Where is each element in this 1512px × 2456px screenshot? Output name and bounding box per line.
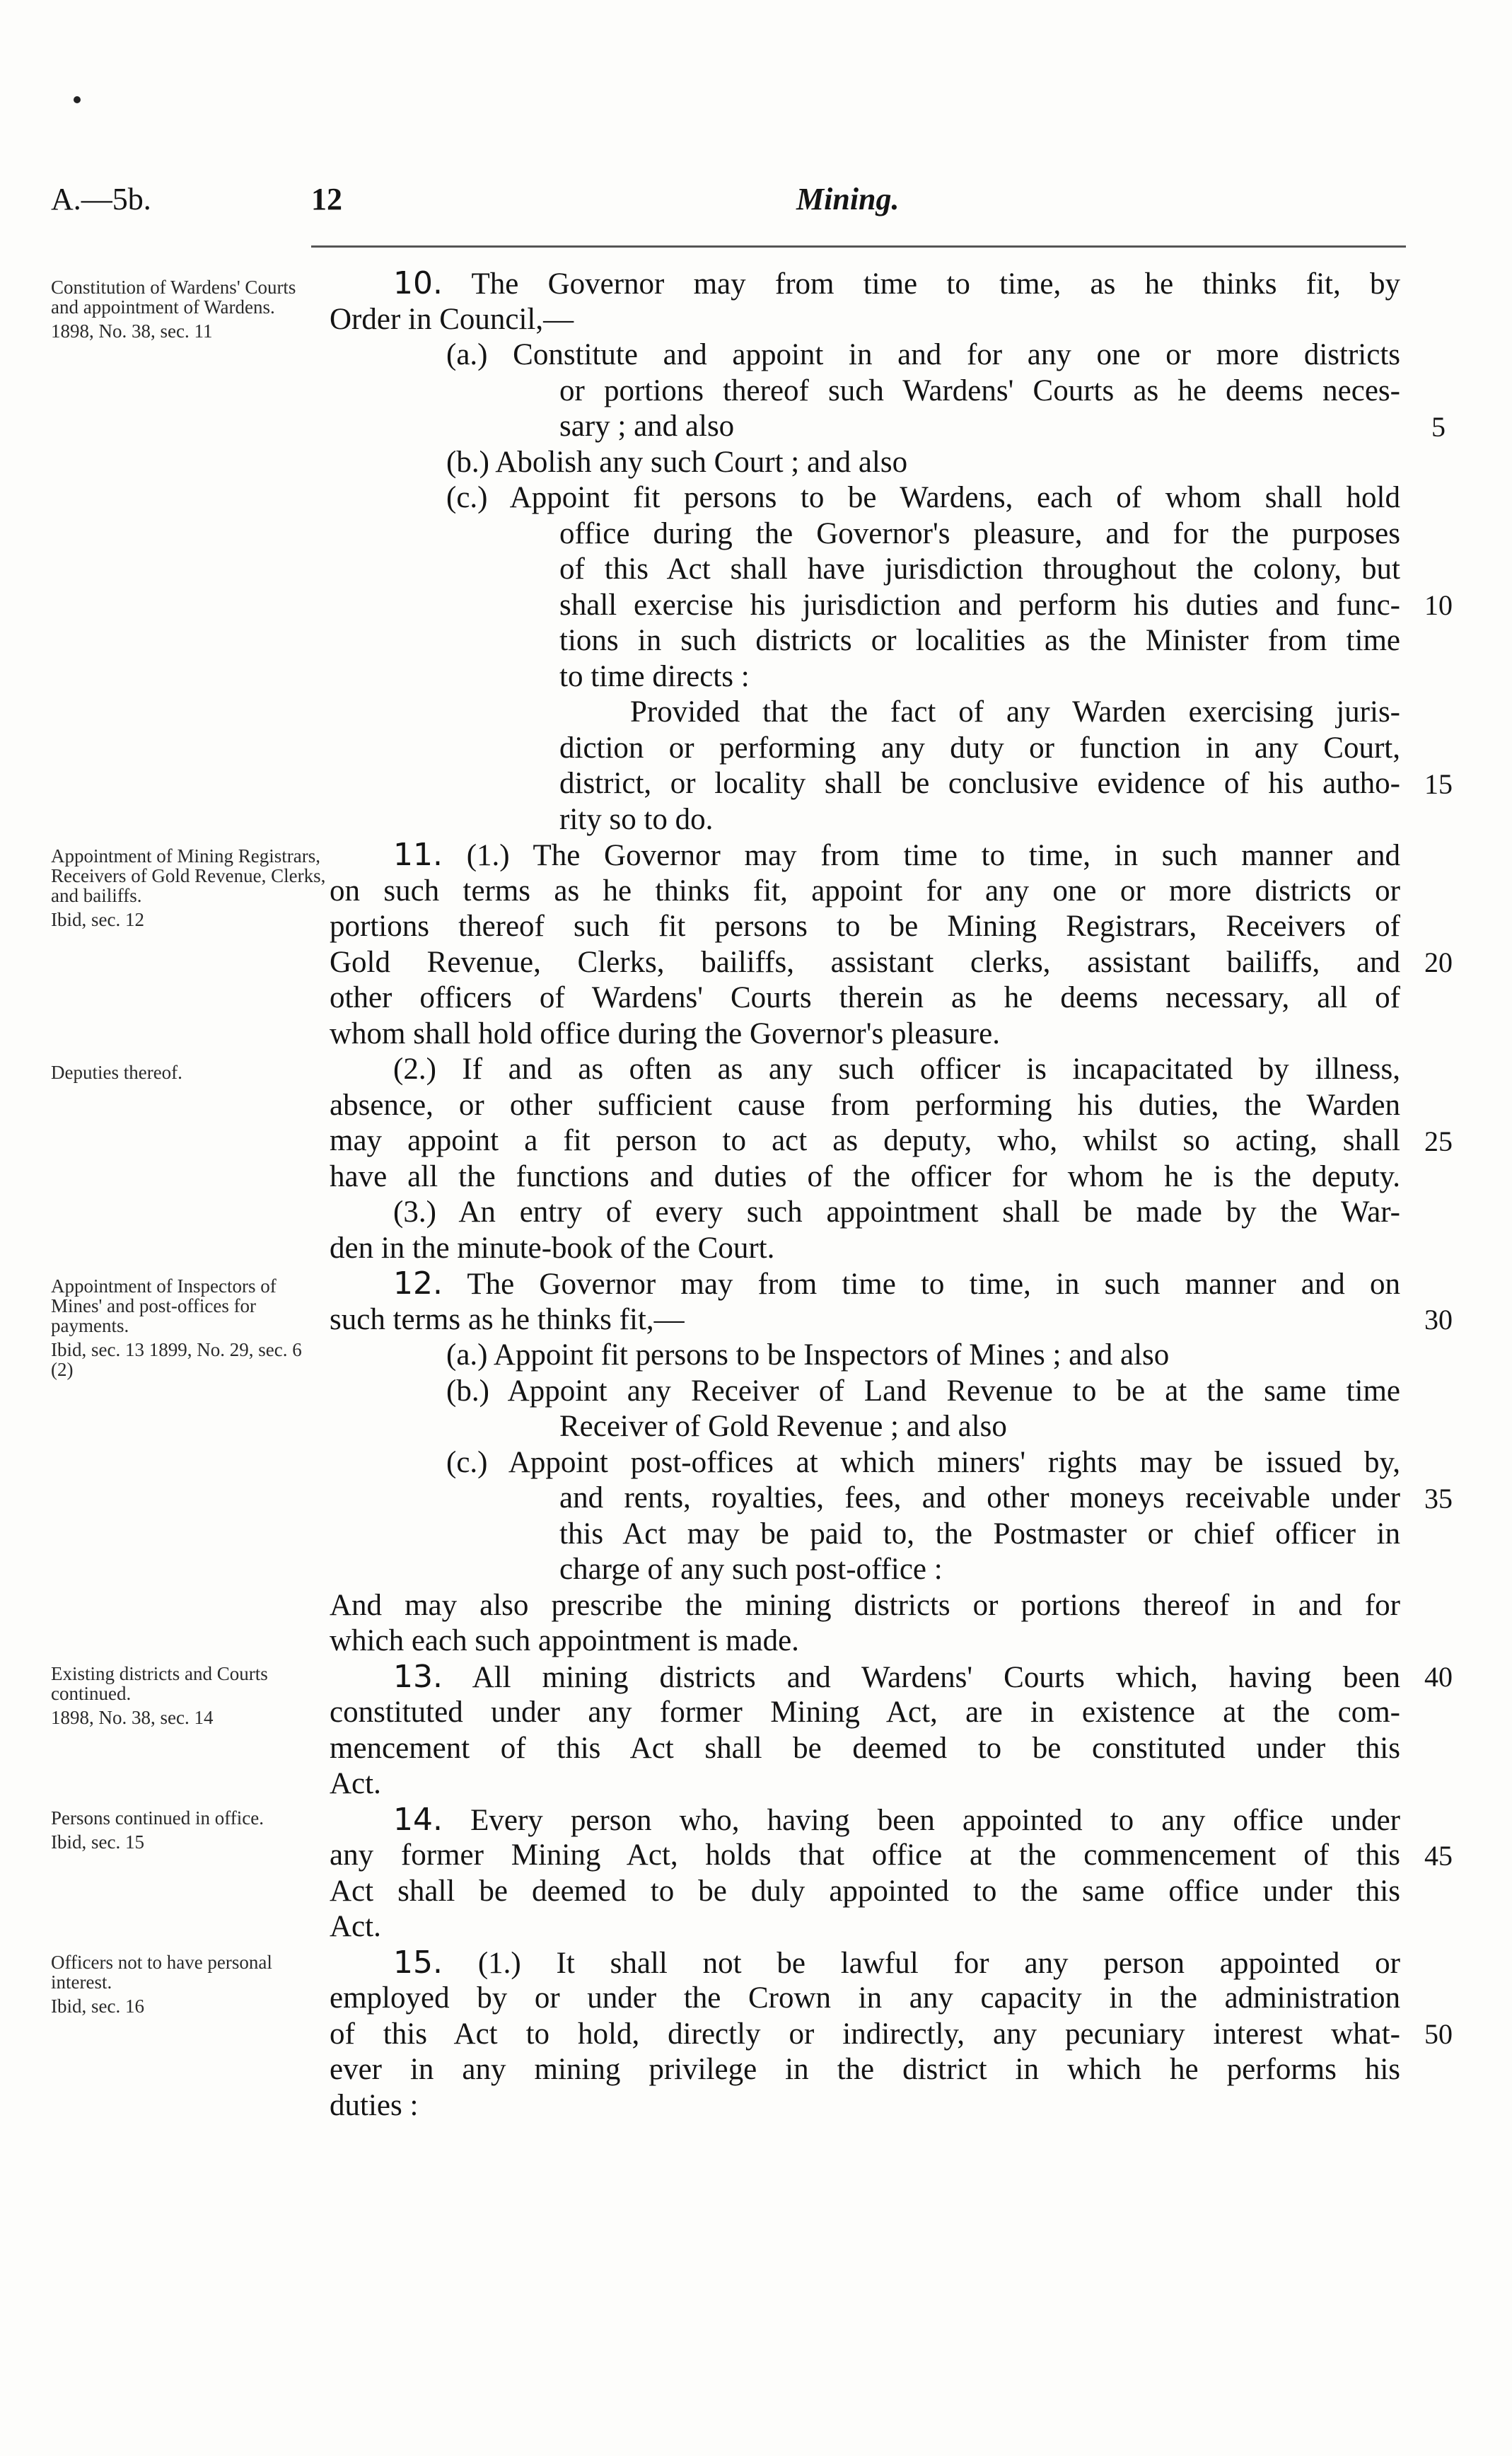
text-line: have all the functions and duties of the officer for whom he is the deputy. — [330, 1159, 1400, 1193]
text-line: 11. (1.) The Governor may from time to time, in such manner and — [393, 838, 1400, 873]
text-line: Provided that the fact of any Warden exercising juris- — [630, 695, 1400, 729]
text-line: (3.) An entry of every such appointment shall be made by the War- — [393, 1195, 1400, 1229]
line-number: 20 — [1424, 946, 1453, 978]
text-line: of this Act shall have jurisdiction throughout the colony, but — [559, 552, 1400, 586]
margin-note-citation: Ibid, sec. 16 — [51, 1996, 144, 2017]
margin-note-citation: Ibid, sec. 12 — [51, 909, 144, 930]
margin-note-heading: Deputies thereof. — [51, 1062, 182, 1083]
section-number: 15. — [393, 1945, 443, 1981]
line-number: 30 — [1424, 1304, 1453, 1336]
line-number: 5 — [1431, 411, 1446, 443]
text-line: on such terms as he thinks fit, appoint for any one or more districts or — [330, 874, 1400, 908]
text-line: any former Mining Act, holds that office at the commencement of this — [330, 1838, 1400, 1872]
text-line: constituted under any former Mining Act, are in existence at the com- — [330, 1696, 1400, 1729]
text-line: may appoint a fit person to act as deputy, who, whilst so acting, shall — [330, 1124, 1400, 1157]
text-line: and rents, royalties, fees, and other moneys receivable under — [559, 1481, 1400, 1514]
margin-note-citation: 1898, No. 38, sec. 14 — [51, 1707, 214, 1728]
text-line: which each such appointment is made. — [330, 1624, 799, 1657]
section-number: 14. — [393, 1802, 443, 1838]
text-line: (b.) Appoint any Receiver of Land Revenue to be at the same time — [446, 1374, 1400, 1408]
line-number: 35 — [1424, 1483, 1453, 1514]
statute-body — [330, 266, 1400, 2124]
text-line: 10. The Governor may from time to time, as he thinks fit, by — [393, 266, 1400, 301]
margin-note-section-15 — [51, 1952, 327, 2016]
margin-note-section-10 — [51, 277, 327, 341]
page-title: Mining. — [796, 182, 900, 216]
text-line: Gold Revenue, Clerks, bailiffs, assistant clerks, assistant bailiffs, and — [330, 945, 1400, 979]
margin-note-section-12 — [51, 1276, 327, 1379]
margin-note-heading: Constitution of Wardens' Courts and appointment of Wardens. — [51, 277, 296, 318]
text-line: charge of any such post-office : — [559, 1553, 943, 1586]
text-line: Act shall be deemed to be duly appointed to the same office under this — [330, 1874, 1400, 1908]
stray-mark — [74, 96, 81, 103]
text-line: absence, or other sufficient cause from performing his duties, the Warden — [330, 1088, 1400, 1122]
header-rule — [311, 245, 1406, 248]
margin-note-section-13 — [51, 1664, 327, 1727]
margin-note-citation: 1898, No. 38, sec. 11 — [51, 320, 213, 342]
margin-note-heading: Appointment of Mining Registrars, Receivers of Gold Revenue, Clerks, and bailiffs. — [51, 845, 326, 906]
text-line: shall exercise his jurisdiction and perform his duties and func- — [559, 588, 1400, 622]
section-number: 12. — [393, 1266, 443, 1302]
text-line: Act. — [330, 1767, 381, 1800]
text-line: other officers of Wardens' Courts therein as he deems necessary, all of — [330, 981, 1400, 1014]
margin-note-citation: Ibid, sec. 15 — [51, 1831, 144, 1853]
margin-note-heading: Officers not to have personal interest. — [51, 1952, 272, 1993]
margin-note-heading: Appointment of Inspectors of Mines' and post-offices for payments. — [51, 1275, 277, 1336]
line-number: 10 — [1424, 589, 1453, 621]
text-line: employed by or under the Crown in any capacity in the administration — [330, 1981, 1400, 2015]
line-number: 25 — [1424, 1125, 1453, 1157]
page-number: 12 — [311, 182, 342, 216]
text-line: tions in such districts or localities as the Minister from time — [559, 624, 1400, 657]
text-line: ever in any mining privilege in the district in which he performs his — [330, 2053, 1400, 2086]
text-line: And may also prescribe the mining districts or portions thereof in and for — [330, 1588, 1400, 1622]
margin-note-deputies — [51, 1062, 327, 1082]
text-line: (c.) Appoint post-offices at which miners' rights may be issued by, — [446, 1445, 1400, 1479]
text-line: such terms as he thinks fit,— — [330, 1302, 685, 1336]
text-line: mencement of this Act shall be deemed to be constituted under this — [330, 1731, 1400, 1765]
text-line: den in the minute-book of the Court. — [330, 1231, 775, 1265]
text-line: of this Act to hold, directly or indirectly, any pecuniary interest what- — [330, 2017, 1400, 2051]
text-line: rity so to do. — [559, 802, 714, 836]
section-number: 11. — [393, 838, 443, 873]
text-line: duties : — [330, 2088, 419, 2122]
margin-note-heading: Persons continued in office. — [51, 1807, 264, 1829]
text-line: Receiver of Gold Revenue ; and also — [559, 1410, 1007, 1443]
document-reference: A.—5b. — [51, 182, 151, 216]
margin-note-heading: Existing districts and Courts continued. — [51, 1663, 268, 1704]
text-line: to time directs : — [559, 659, 750, 693]
margin-note-citation: Ibid, sec. 13 1899, No. 29, sec. 6 (2) — [51, 1339, 302, 1380]
line-number: 40 — [1424, 1661, 1453, 1693]
text-line: diction or performing any duty or function in any Court, — [559, 731, 1400, 765]
section-number: 10. — [393, 266, 443, 301]
text-line: sary ; and also — [559, 410, 735, 443]
text-line: (c.) Appoint fit persons to be Wardens, each of whom shall hold — [446, 481, 1400, 514]
margin-note-section-11 — [51, 846, 327, 929]
section-number: 13. — [393, 1659, 443, 1695]
text-line: 13. All mining districts and Wardens' Courts which, having been — [393, 1659, 1400, 1695]
text-line: 12. The Governor may from time to time, in such manner and on — [393, 1266, 1400, 1302]
margin-note-section-14 — [51, 1808, 327, 1852]
line-number: 15 — [1424, 768, 1453, 800]
text-line: 15. (1.) It shall not be lawful for any person appointed or — [393, 1945, 1400, 1981]
text-line: this Act may be paid to, the Postmaster or chief officer in — [559, 1517, 1400, 1551]
text-line: whom shall hold office during the Governor's pleasure. — [330, 1016, 1000, 1050]
text-line: office during the Governor's pleasure, and for the purposes — [559, 516, 1400, 550]
text-line: 14. Every person who, having been appointed to any office under — [393, 1802, 1400, 1838]
line-number: 45 — [1424, 1840, 1453, 1872]
text-line: (2.) If and as often as any such officer is incapacitated by illness, — [393, 1053, 1400, 1086]
text-line: or portions thereof such Wardens' Courts as he deems neces- — [559, 373, 1400, 407]
text-line: Act. — [330, 1910, 381, 1943]
text-line: (b.) Abolish any such Court ; and also — [446, 445, 908, 479]
text-line: Order in Council,— — [330, 302, 574, 336]
text-line: district, or locality shall be conclusive evidence of his autho- — [559, 767, 1400, 800]
text-line: (a.) Appoint fit persons to be Inspectors of Mines ; and also — [446, 1338, 1170, 1372]
line-number: 50 — [1424, 2018, 1453, 2050]
text-line: portions thereof such fit persons to be Mining Registrars, Receivers of — [330, 910, 1400, 943]
text-line: (a.) Constitute and appoint in and for any one or more districts — [446, 338, 1400, 371]
